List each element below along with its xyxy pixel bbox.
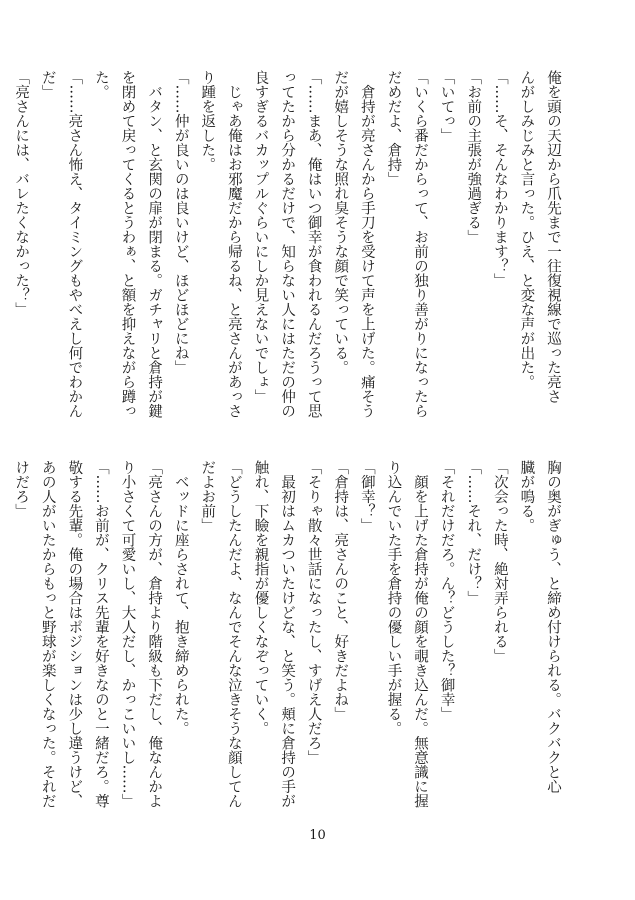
text-line: 「……仲が良いのは良いけど、ほどほどにね」 xyxy=(172,70,189,375)
text-line: だめだよ、倉持」 xyxy=(385,70,402,186)
text-line: を閉めて戻ってくるとうわぁ、と額を抑えながら蹲っ xyxy=(119,70,136,418)
text-line: 「亮さんには、バレたくなかった？」 xyxy=(13,70,30,317)
text-line: 胸の奥がぎゅう、と締め付けられる。バクバクと心 xyxy=(545,460,561,794)
text-line: 「お前の主張が強過ぎる」 xyxy=(465,70,482,244)
text-line: り込んでいた手を倉持の優しい手が握る。 xyxy=(385,460,402,736)
text-line: 「……それ、だけ？」 xyxy=(465,460,482,605)
text-line: 触れ、下瞼を親指が優しくなぞっていく。 xyxy=(252,460,269,736)
text-line: だが嬉しそうな照れ臭そうな顔で笑っている。 xyxy=(332,70,349,375)
text-line: 「……お前が、クリス先輩を好きなのと一緒だろ。尊 xyxy=(92,460,109,808)
text-line: ベッドに座らされて、抱き締められた。 xyxy=(172,460,189,736)
text-line: 最初はムカついたけどな、と笑う。頬に倉持の手が xyxy=(279,460,296,808)
text-line: 良すぎるバカップルぐらいにしか見えないでしょ」 xyxy=(252,70,269,404)
text-line: バタン、と玄関の扉が閉まる。ガチャリと倉持が鍵 xyxy=(146,70,163,418)
text-line: た。 xyxy=(92,70,109,99)
text-line: り踵を返した。 xyxy=(199,70,216,172)
text-line: 「……まあ、俺はいつ御幸が食われるんだろうって思 xyxy=(305,70,322,418)
text-line: 「それだけだろ。ん？どうした？御幸」 xyxy=(438,460,455,721)
text-line: 「亮さんの方が、倉持より階級も下だし、俺なんかよ xyxy=(146,460,163,808)
text-line: だ」 xyxy=(39,70,56,99)
text-line: んがしみじみと言った。ひえ、と変な声が出た。 xyxy=(518,70,535,389)
text-line: 敬する先輩。俺の場合はポジションは少し違うけど、 xyxy=(66,460,83,808)
text-line: だよお前」 xyxy=(199,460,216,533)
text-line: けだろ」 xyxy=(13,460,30,518)
text-line: 顔を上げた倉持が俺の顔を覗き込んだ。無意識に握 xyxy=(412,460,429,808)
text-line: あの人がいたからもっと野球が楽しくなった。それだ xyxy=(39,460,56,808)
text-line: り小さくて可愛いし、大人だし、かっこいいし……」 xyxy=(119,460,136,808)
text-line: 「いくら番だからって、お前の独り善がりになったら xyxy=(412,70,429,418)
text-line: 俺を頭の天辺から爪先まで一往復視線で巡った亮さ xyxy=(545,70,561,404)
page-number: 10 xyxy=(309,828,326,843)
text-line: 「御幸？」 xyxy=(358,460,375,533)
text-line: 臓が鳴る。 xyxy=(518,460,535,533)
text-line: 「そりゃ散々世話になったし、すげえ人だろ」 xyxy=(305,460,322,765)
text-line: 「倉持は、亮さんのこと、好きだよね」 xyxy=(332,460,349,721)
text-line: 「……そ、そんなわかります？」 xyxy=(491,70,508,288)
text-line: じゃあ俺はお邪魔だから帰るね、と亮さんがあっさ xyxy=(225,70,242,418)
text-line: ってたから分かるだけで、知らない人にはただの仲の xyxy=(279,70,296,418)
text-line: 倉持が亮さんから手刀を受けて声を上げた。痛そう xyxy=(358,70,375,418)
text-block-top xyxy=(13,70,566,418)
text-line: 「いてっ」 xyxy=(438,70,455,143)
text-line: 「どうしたんだよ、なんでそんな泣きそうな顔してん xyxy=(225,460,242,808)
text-line: 「次会った時、絶対弄られる」 xyxy=(491,460,508,663)
text-block-bottom xyxy=(13,460,566,808)
text-line: 「……亮さん怖え、タイミングもやべえし何でわかん xyxy=(66,70,83,418)
